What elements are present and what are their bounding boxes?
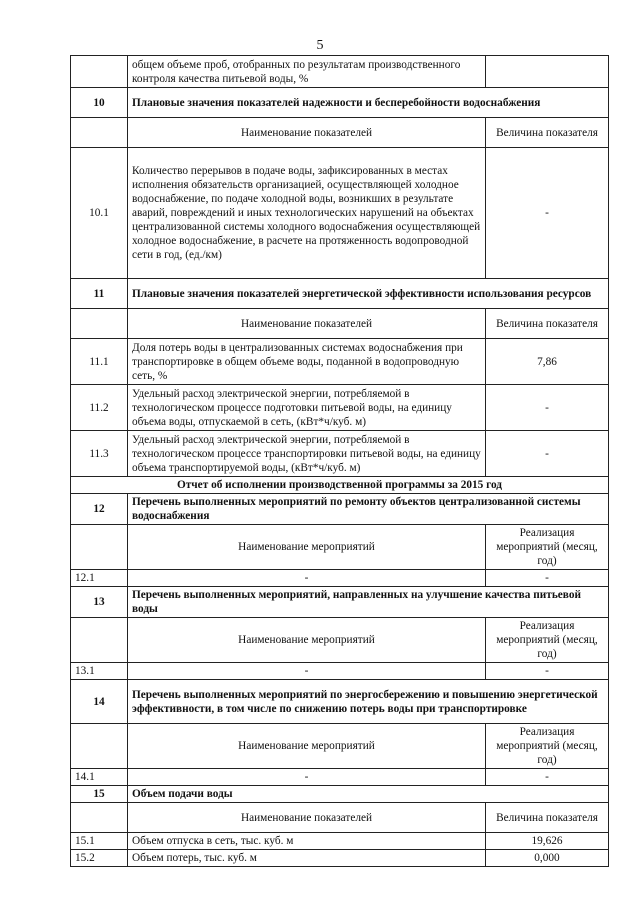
column-header-row: [71, 525, 609, 570]
column-header-row: [71, 118, 609, 148]
column-header-row: [71, 724, 609, 769]
column-header-name: Наименование мероприятий: [128, 724, 486, 769]
indicator-name-cell: -: [128, 663, 486, 680]
indicator-value-cell: 19,626: [486, 833, 609, 850]
column-header-row: [71, 618, 609, 663]
section-number: 11: [71, 279, 128, 309]
section-title: Плановые значения показателей надежности и бесперебойности водоснабжения: [128, 88, 609, 118]
table-row: [71, 663, 609, 680]
column-header-name: Наименование показателей: [128, 309, 486, 339]
row-number-cell: 11.3: [71, 431, 128, 477]
section-header-row: [71, 680, 609, 724]
section-header-row: [71, 279, 609, 309]
indicator-name-cell: Объем отпуска в сеть, тыс. куб. м: [128, 833, 486, 850]
column-header-name: Наименование мероприятий: [128, 525, 486, 570]
column-header-row: [71, 803, 609, 833]
table-row: [71, 339, 609, 385]
indicator-name-cell: Объем потерь, тыс. куб. м: [128, 850, 486, 867]
column-header-value: Реализация мероприятий (месяц, год): [486, 618, 609, 663]
page-number: 5: [316, 38, 324, 53]
indicator-value-cell: -: [486, 769, 609, 786]
indicator-name-cell: -: [128, 570, 486, 587]
column-header-value: Величина показателя: [486, 309, 609, 339]
column-header-value: Реализация мероприятий (месяц, год): [486, 525, 609, 570]
table-row: [71, 850, 609, 867]
section-title: Перечень выполненных мероприятий по энергосбережению и повышению энергетической эффективности, в том числе по снижению потерь воды при транспортировке: [128, 680, 609, 724]
row-number-cell: 12.1: [71, 570, 128, 587]
table-row: [71, 833, 609, 850]
indicator-value-cell: -: [486, 570, 609, 587]
table-row: [71, 56, 609, 88]
table-row: [71, 431, 609, 477]
section-header-row: [71, 587, 609, 618]
section-title: Плановые значения показателей энергетической эффективности использования ресурсов: [128, 279, 609, 309]
row-number-cell: 15.2: [71, 850, 128, 867]
indicator-value-cell: -: [486, 148, 609, 279]
row-number-cell: 13.1: [71, 663, 128, 680]
indicator-value-cell: 7,86: [486, 339, 609, 385]
section-number: 12: [71, 494, 128, 525]
table-row: [71, 385, 609, 431]
section-header-row: [71, 88, 609, 118]
row-number-cell: 15.1: [71, 833, 128, 850]
indicator-name-cell: Удельный расход электрической энергии, потребляемой в технологическом процессе подготовки питьевой воды, на единицу объема воды, отпускаемой в сеть, (кВт*ч/куб. м): [128, 385, 486, 431]
section-number: 14: [71, 680, 128, 724]
indicator-name-cell: -: [128, 769, 486, 786]
indicator-value-cell: -: [486, 431, 609, 477]
indicator-value-cell: -: [486, 663, 609, 680]
table-row: [71, 570, 609, 587]
row-number-cell: 14.1: [71, 769, 128, 786]
section-number: 10: [71, 88, 128, 118]
indicator-name-cell: Удельный расход электрической энергии, потребляемой в технологическом процессе транспортировки питьевой воды, на единицу объема транспортируемой воды, (кВт*ч/куб. м): [128, 431, 486, 477]
indicator-name-cell: Количество перерывов в подаче воды, зафиксированных в местах исполнения обязательств организацией, осуществляющей холодное водоснабжение, по подаче холодной воды, возникших в результате аварий, повреждений и иных технологических нарушений на объектах централизованной системы холодного водоснабжения осуществляющей холодное водоснабжение, в расчете на протяженность водопроводной сети в год, (ед./км): [128, 148, 486, 279]
row-number-cell: 11.2: [71, 385, 128, 431]
column-header-name: Наименование показателей: [128, 118, 486, 148]
section-title: Перечень выполненных мероприятий по ремонту объектов централизованной системы водоснабжения: [128, 494, 609, 525]
indicator-name-cell: общем объеме проб, отобранных по результатам производственного контроля качества питьевой воды, %: [128, 56, 486, 88]
section-title: Перечень выполненных мероприятий, направленных на улучшение качества питьевой воды: [128, 587, 609, 618]
program-table: [70, 55, 609, 867]
table-row: [71, 769, 609, 786]
column-header-value: Величина показателя: [486, 118, 609, 148]
indicator-value-cell: 0,000: [486, 850, 609, 867]
column-header-row: [71, 309, 609, 339]
column-header-value: Величина показателя: [486, 803, 609, 833]
row-number-cell: [71, 56, 128, 88]
indicator-name-cell: Доля потерь воды в централизованных системах водоснабжения при транспортировке в общем объеме воды, поданной в водопроводную сеть, %: [128, 339, 486, 385]
row-number-cell: 10.1: [71, 148, 128, 279]
indicator-value-cell: -: [486, 385, 609, 431]
column-header-value: Реализация мероприятий (месяц, год): [486, 724, 609, 769]
report-title-row: [71, 477, 609, 494]
column-header-name: Наименование мероприятий: [128, 618, 486, 663]
indicator-value-cell: [486, 56, 609, 88]
report-title: Отчет об исполнении производственной программы за 2015 год: [71, 477, 609, 494]
section-header-row: [71, 786, 609, 803]
section-header-row: [71, 494, 609, 525]
column-header-name: Наименование показателей: [128, 803, 486, 833]
section-title: Объем подачи воды: [128, 786, 609, 803]
table-row: [71, 148, 609, 279]
section-number: 13: [71, 587, 128, 618]
row-number-cell: 11.1: [71, 339, 128, 385]
section-number: 15: [71, 786, 128, 803]
